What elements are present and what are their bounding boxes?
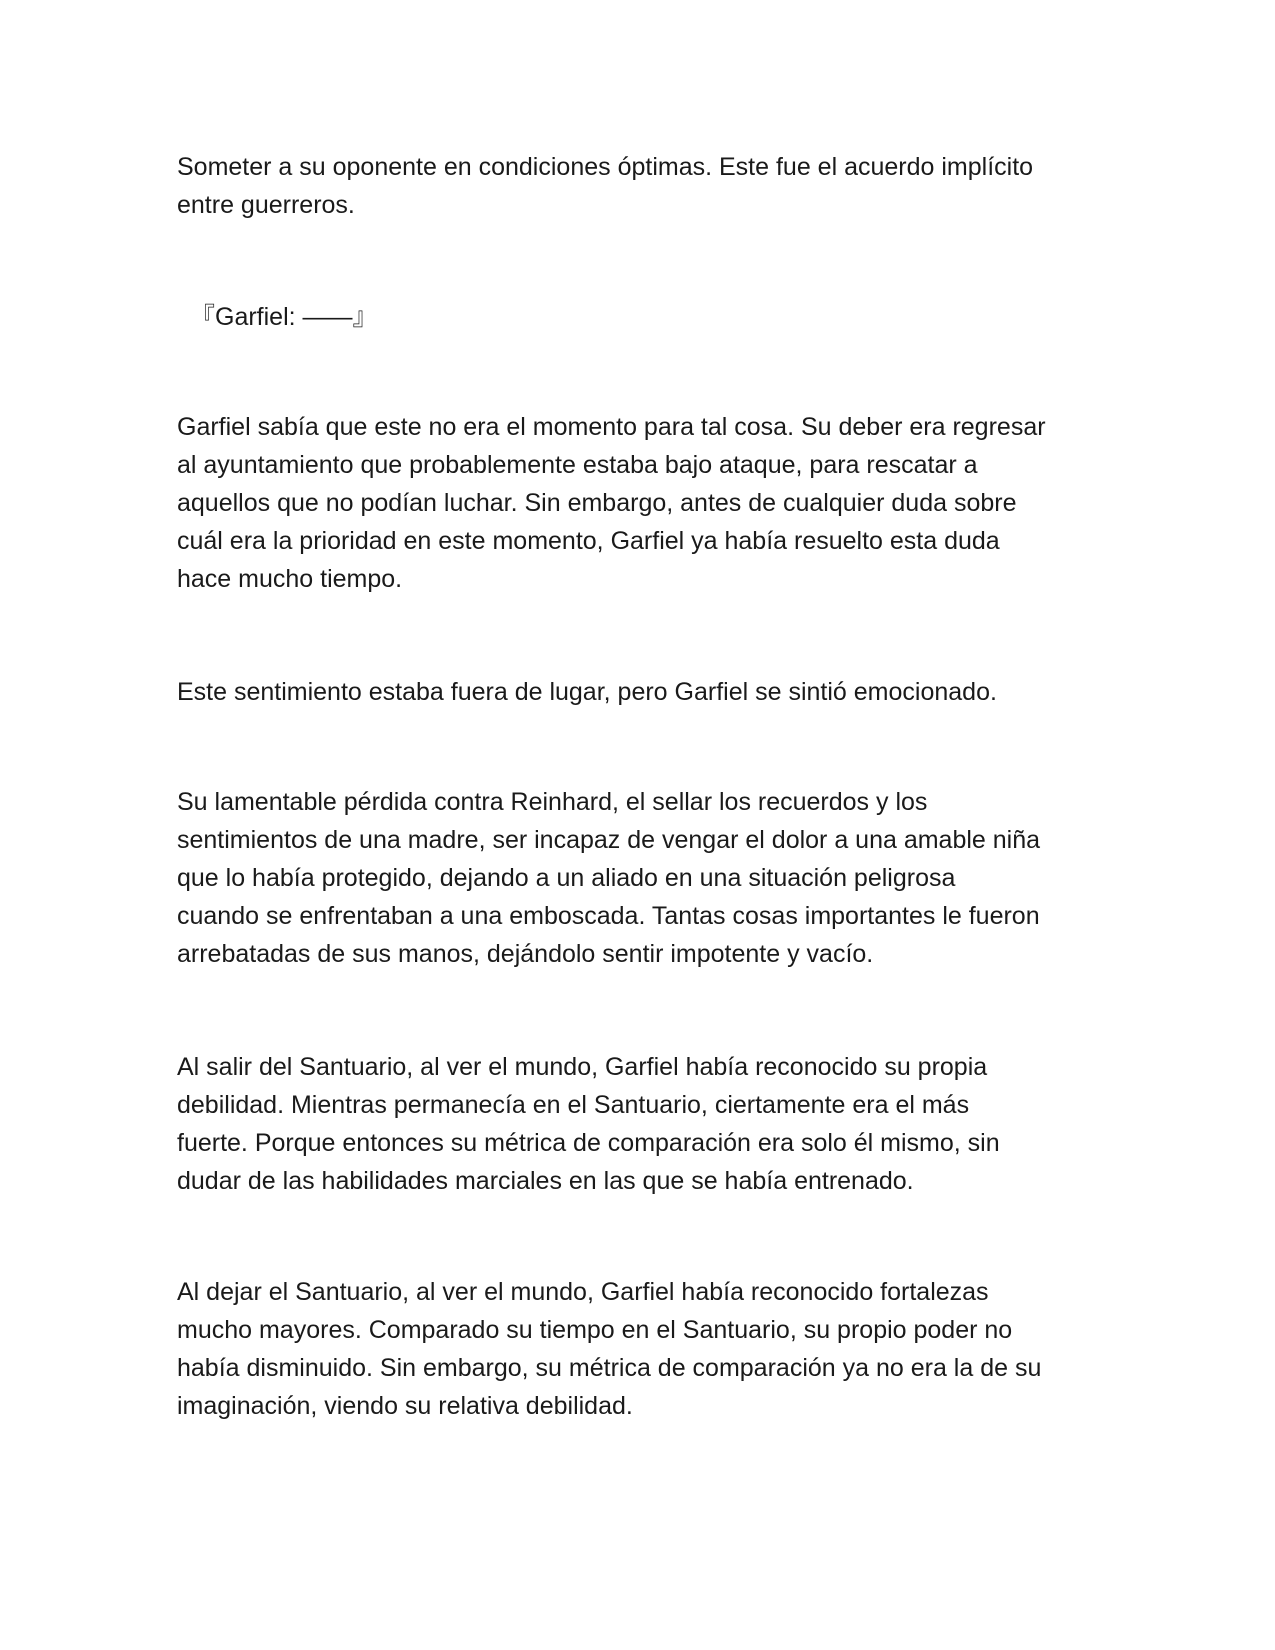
paragraph: Al dejar el Santuario, al ver el mundo, Garfiel había reconocido fortalezas mucho mayores. Comparado su tiempo en el Santuario, su propio poder no había disminuido. Sin embargo, su métrica de comparación ya no era la de su imaginación, viendo su relativa debilidad. [177,1278,1042,1420]
paragraph: Este sentimiento estaba fuera de lugar, pero Garfiel se sintió emocionado. [177,678,997,706]
paragraph: Someter a su oponente en condiciones óptimas. Este fue el acuerdo implícito entre guerreros. [177,153,1034,219]
paragraph: Su lamentable pérdida contra Reinhard, el sellar los recuerdos y los sentimientos de una madre, ser incapaz de vengar el dolor a una amable niña que lo había protegido, dejando a un aliado en una situación peligrosa cuando se enfrentaban a una emboscada. Tantas cosas importantes le fueron arrebatadas de sus manos, dejándolo sentir impotente y vacío. [177,788,1041,968]
paragraph: Garfiel sabía que este no era el momento para tal cosa. Su deber era regresar al ayuntamiento que probablemente estaba bajo ataque, para rescatar a aquellos que no podían luchar. Sin embargo, antes de cualquier duda sobre cuál era la prioridad en este momento, Garfiel ya había resuelto esta duda hace mucho tiempo. [177,413,1046,593]
dialogue-line: 『Garfiel: ——』 [190,303,378,331]
paragraph: Al salir del Santuario, al ver el mundo, Garfiel había reconocido su propia debilidad. Mientras permanecía en el Santuario, ciertamente era el más fuerte. Porque entonces su métrica de comparación era solo él mismo, sin dudar de las habilidades marciales en las que se había entrenado. [177,1053,1000,1195]
